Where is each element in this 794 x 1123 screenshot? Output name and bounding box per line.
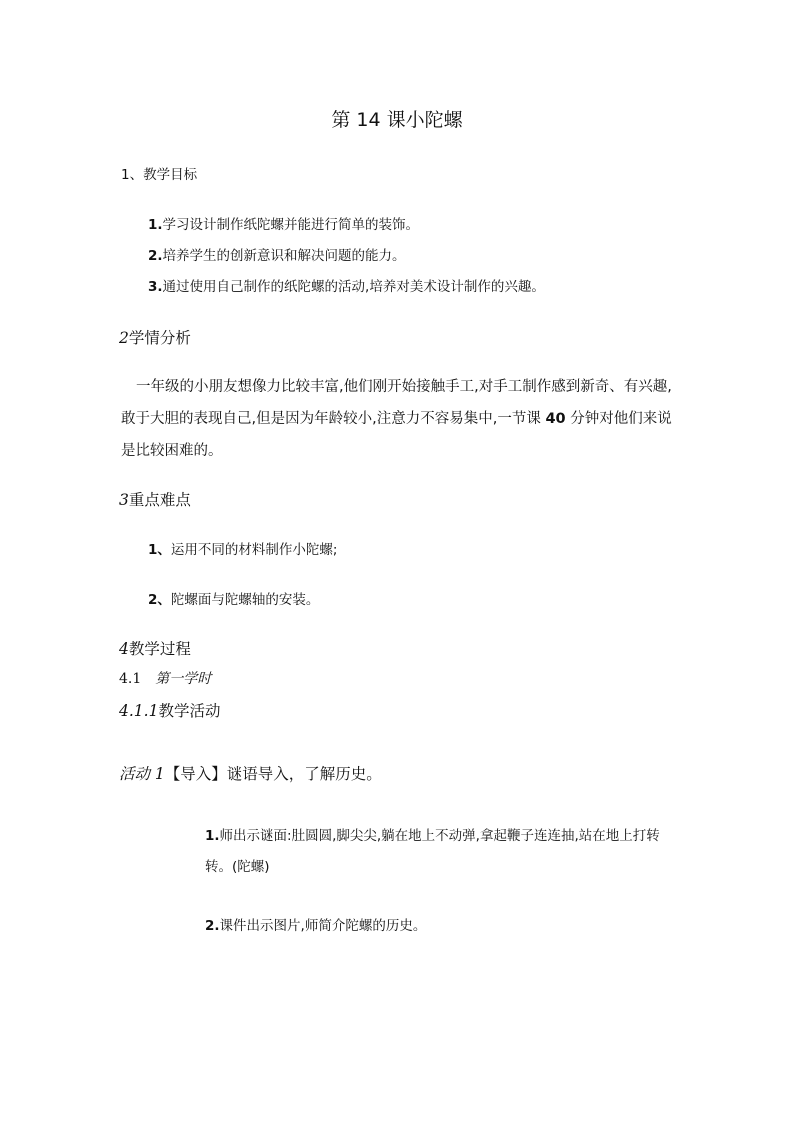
item-number: 2.: [148, 248, 163, 264]
item-number: 1.: [148, 217, 163, 233]
objective-item: [148, 213, 419, 233]
item-text: 通过使用自己制作的纸陀螺的活动,培养对美术设计制作的兴趣。: [162, 279, 545, 295]
section-heading-process: [119, 637, 191, 659]
item-text: 学习设计制作纸陀螺并能进行简单的装饰。: [162, 217, 420, 233]
section-heading-objectives: 1、教学目标: [121, 167, 198, 183]
subsection-number: 4.1: [119, 671, 142, 687]
subsection-heading: [119, 668, 211, 688]
subsubsection-title: 教学活动: [158, 702, 221, 720]
section-heading-keypoints: [119, 488, 191, 510]
analysis-paragraph: [121, 371, 681, 467]
step-text: 课件出示图片,师简介陀螺的历史。: [219, 918, 427, 934]
section-number: 3: [119, 491, 129, 509]
step-text: 师出示谜面:肚圆圆,脚尖尖,躺在地上不动弹,拿起鞭子连连抽,站在地上打转: [219, 828, 660, 844]
item-text: 培养学生的创新意识和解决问题的能力。: [162, 248, 406, 264]
subsection-title: 第一学时: [155, 671, 212, 687]
subsubsection-number: 4.1.1: [119, 702, 159, 720]
paragraph-text-end: 分钟对他们来说是比较困难的。: [121, 411, 672, 459]
item-text: 运用不同的材料制作小陀螺;: [170, 542, 338, 558]
item-number: 1、: [148, 542, 171, 558]
section-number: 2: [119, 329, 129, 347]
section-number: 4: [119, 640, 129, 658]
paragraph-number: 40: [545, 411, 566, 427]
activity-title: 【导入】谜语导入，了解历史。: [164, 765, 382, 783]
objective-item: [148, 275, 545, 295]
item-text: 陀螺面与陀螺轴的安装。: [170, 592, 320, 608]
section-title: 教学过程: [128, 640, 191, 658]
keypoint-item: [148, 538, 337, 558]
section-title: 学情分析: [128, 329, 191, 347]
activity-step-continuation: 转。(陀螺): [205, 859, 270, 875]
page-title: 第 14 课小陀螺: [331, 109, 463, 131]
activity-step: [205, 824, 660, 844]
activity-label: 活动 1: [119, 765, 165, 783]
section-heading-analysis: [119, 326, 191, 348]
section-title: 重点难点: [128, 491, 191, 509]
activity-step: [205, 914, 426, 934]
subsubsection-heading: [119, 699, 220, 721]
activity-heading: [119, 762, 382, 784]
item-number: 3.: [148, 279, 163, 295]
objective-item: [148, 244, 406, 264]
step-number: 2.: [205, 918, 220, 934]
paragraph-text: 一年级的小朋友想像力比较丰富,他们刚开始接触手工,对手工制作感到新奇、有兴趣,敢于大胆的表现自己,但是因为年龄较小,注意力不容易集中,一节课: [121, 379, 672, 427]
keypoint-item: [148, 588, 319, 608]
item-number: 2、: [148, 592, 171, 608]
step-number: 1.: [205, 828, 220, 844]
